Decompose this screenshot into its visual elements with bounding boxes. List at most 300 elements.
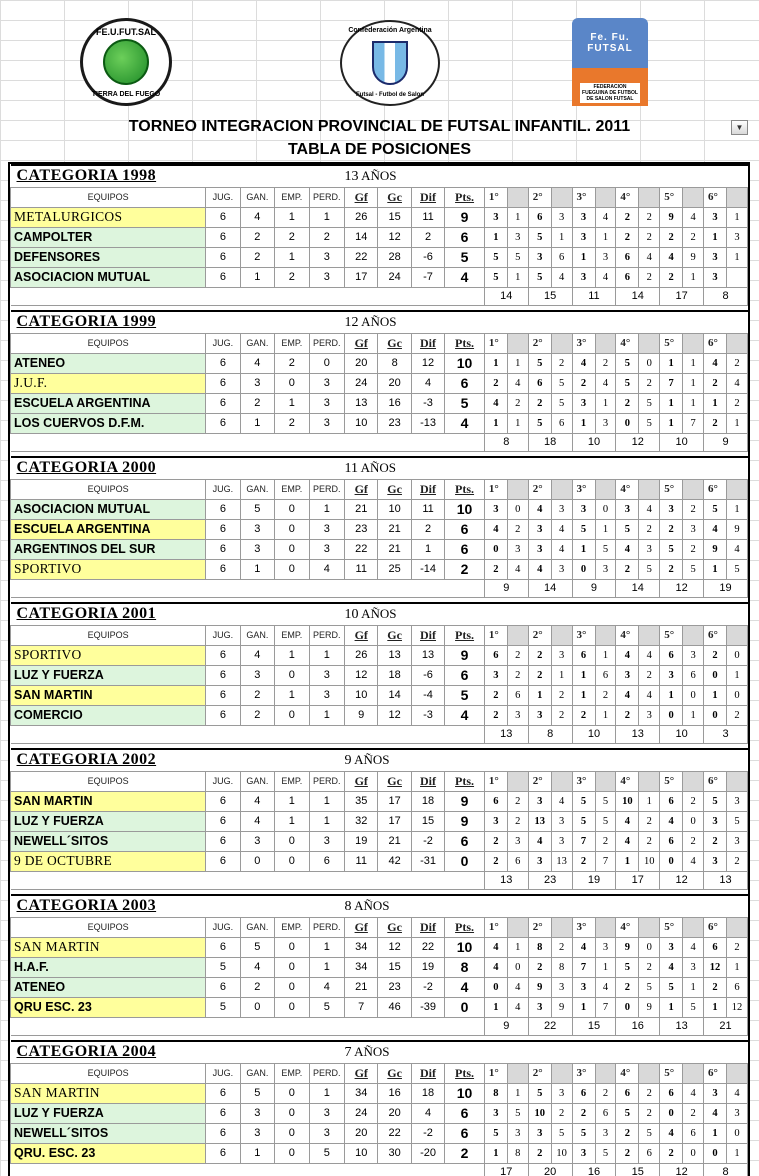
position-detail: 1 xyxy=(572,665,595,685)
position-detail: 4 xyxy=(616,539,639,559)
header-dif: Dif xyxy=(411,625,444,645)
position-detail: 3 xyxy=(572,207,595,227)
drawn: 0 xyxy=(275,957,309,977)
header-position-fill xyxy=(639,479,660,499)
position-detail: 4 xyxy=(484,519,507,539)
goal-diff: 1 xyxy=(411,539,444,559)
team-name: NEWELL´SITOS xyxy=(11,831,206,851)
played: 6 xyxy=(206,851,240,871)
position-detail: 3 xyxy=(595,247,616,267)
goals-against: 8 xyxy=(378,353,411,373)
header-position-fill xyxy=(595,479,616,499)
position-detail: 0 xyxy=(726,645,747,665)
category-name: CATEGORIA 2003 xyxy=(11,895,345,917)
position-detail: 3 xyxy=(726,227,747,247)
position-detail: 3 xyxy=(484,665,507,685)
header-emp: EMP. xyxy=(275,771,309,791)
team-row xyxy=(11,499,748,519)
position-detail: 1 xyxy=(704,393,727,413)
position-detail: 2 xyxy=(704,831,727,851)
position-detail: 13 xyxy=(551,851,572,871)
position-total: 9 xyxy=(572,579,616,597)
goal-diff: -14 xyxy=(411,559,444,579)
position-detail: 3 xyxy=(507,831,528,851)
position-detail: 3 xyxy=(551,559,572,579)
position-detail: 2 xyxy=(484,831,507,851)
position-detail: 3 xyxy=(507,539,528,559)
goal-diff: 15 xyxy=(411,811,444,831)
drawn: 0 xyxy=(275,937,309,957)
age-number: 12 xyxy=(344,314,359,330)
header-position: 6° xyxy=(704,625,727,645)
goals-for: 7 xyxy=(345,997,378,1017)
position-detail: 0 xyxy=(726,685,747,705)
position-detail: 2 xyxy=(683,1103,704,1123)
fe-fu-futsal-logo xyxy=(567,16,653,108)
position-detail: 1 xyxy=(572,247,595,267)
totals-row xyxy=(11,579,748,597)
lost: 1 xyxy=(309,705,345,725)
header-gan: GAN. xyxy=(240,771,274,791)
header-position: 1° xyxy=(484,625,507,645)
header-position: 3° xyxy=(572,625,595,645)
team-name: SAN MARTIN xyxy=(11,937,206,957)
position-detail: 1 xyxy=(726,413,747,433)
team-row xyxy=(11,645,748,665)
position-detail: 6 xyxy=(660,831,683,851)
header-position: 4° xyxy=(616,333,639,353)
won: 2 xyxy=(240,685,274,705)
position-total: 9 xyxy=(484,579,528,597)
position-detail: 4 xyxy=(484,937,507,957)
position-detail: 1 xyxy=(572,413,595,433)
position-detail: 0 xyxy=(726,1123,747,1143)
position-total: 14 xyxy=(484,287,528,305)
position-detail: 2 xyxy=(507,519,528,539)
position-total: 12 xyxy=(660,871,704,889)
lost: 1 xyxy=(309,957,345,977)
goals-for: 10 xyxy=(345,1143,378,1163)
position-detail: 1 xyxy=(595,645,616,665)
header-gan: GAN. xyxy=(240,625,274,645)
goal-diff: -7 xyxy=(411,267,444,287)
team-name: ATENEO xyxy=(11,353,206,373)
header-position-fill xyxy=(595,1063,616,1083)
position-detail: 4 xyxy=(616,811,639,831)
position-total: 13 xyxy=(704,871,748,889)
position-detail: 2 xyxy=(726,353,747,373)
age-number: 13 xyxy=(344,168,359,184)
position-detail: 1 xyxy=(726,957,747,977)
position-detail: 4 xyxy=(660,957,683,977)
header-position: 4° xyxy=(616,625,639,645)
position-detail: 0 xyxy=(616,413,639,433)
position-detail: 3 xyxy=(639,705,660,725)
played: 6 xyxy=(206,811,240,831)
points: 6 xyxy=(445,665,485,685)
header-position-fill xyxy=(551,479,572,499)
header-position: 3° xyxy=(572,917,595,937)
position-detail: 5 xyxy=(595,811,616,831)
goal-diff: -3 xyxy=(411,393,444,413)
blank-cell xyxy=(11,579,485,597)
goals-for: 10 xyxy=(345,413,378,433)
position-detail: 9 xyxy=(616,937,639,957)
played: 6 xyxy=(206,227,240,247)
header-position-fill xyxy=(595,917,616,937)
position-detail: 4 xyxy=(507,559,528,579)
position-total: 14 xyxy=(528,579,572,597)
won: 2 xyxy=(240,227,274,247)
position-detail: 0 xyxy=(683,1143,704,1163)
age-number: 9 xyxy=(344,752,352,768)
won: 4 xyxy=(240,957,274,977)
won: 1 xyxy=(240,559,274,579)
goals-against: 12 xyxy=(378,227,411,247)
category-age xyxy=(345,895,485,917)
position-total: 13 xyxy=(616,725,660,743)
goals-for: 34 xyxy=(345,1083,378,1103)
goals-for: 32 xyxy=(345,811,378,831)
lost: 3 xyxy=(309,665,345,685)
position-detail: 6 xyxy=(551,413,572,433)
header-position-fill xyxy=(595,333,616,353)
header-position: 5° xyxy=(660,771,683,791)
header-gc: Gc xyxy=(378,1063,411,1083)
position-detail: 2 xyxy=(484,705,507,725)
blank-cell xyxy=(484,749,747,771)
position-total: 10 xyxy=(660,725,704,743)
header-pts: Pts. xyxy=(445,333,485,353)
points: 4 xyxy=(445,413,485,433)
position-detail: 4 xyxy=(507,373,528,393)
header-position: 3° xyxy=(572,771,595,791)
lost: 1 xyxy=(309,1083,345,1103)
position-detail: 5 xyxy=(595,791,616,811)
position-detail: 5 xyxy=(528,227,551,247)
dropdown-arrow-icon[interactable]: ▼ xyxy=(731,120,748,135)
position-detail: 5 xyxy=(528,1083,551,1103)
position-detail: 5 xyxy=(660,977,683,997)
position-detail: 0 xyxy=(683,685,704,705)
position-detail: 1 xyxy=(595,393,616,413)
header-pts: Pts. xyxy=(445,1063,485,1083)
header-position: 1° xyxy=(484,1063,507,1083)
header-position-fill xyxy=(551,771,572,791)
position-total: 13 xyxy=(660,1017,704,1035)
header-position: 1° xyxy=(484,917,507,937)
position-detail: 9 xyxy=(683,247,704,267)
position-detail: 3 xyxy=(551,811,572,831)
goals-for: 21 xyxy=(345,977,378,997)
team-name: 9 DE OCTUBRE xyxy=(11,851,206,871)
position-detail: 6 xyxy=(572,1083,595,1103)
goals-for: 19 xyxy=(345,831,378,851)
team-row xyxy=(11,977,748,997)
column-header-row xyxy=(11,187,748,207)
position-detail: 5 xyxy=(639,1123,660,1143)
position-detail: 4 xyxy=(616,645,639,665)
goals-against: 20 xyxy=(378,373,411,393)
goals-against: 21 xyxy=(378,519,411,539)
goals-against: 21 xyxy=(378,831,411,851)
position-detail: 3 xyxy=(704,247,727,267)
position-detail: 3 xyxy=(726,1103,747,1123)
position-detail: 3 xyxy=(595,559,616,579)
position-total: 14 xyxy=(616,579,660,597)
position-detail: 2 xyxy=(639,227,660,247)
position-detail: 3 xyxy=(572,977,595,997)
position-detail: 4 xyxy=(595,267,616,287)
position-detail: 1 xyxy=(528,685,551,705)
header-gc: Gc xyxy=(378,625,411,645)
goals-for: 34 xyxy=(345,937,378,957)
header-emp: EMP. xyxy=(275,187,309,207)
position-detail: 2 xyxy=(572,373,595,393)
position-detail: 1 xyxy=(726,207,747,227)
logo-right-text-2: FUTSAL xyxy=(587,43,633,54)
points: 9 xyxy=(445,791,485,811)
goals-against: 46 xyxy=(378,997,411,1017)
position-detail: 2 xyxy=(704,373,727,393)
category-name: CATEGORIA 2004 xyxy=(11,1041,345,1063)
position-detail: 4 xyxy=(683,937,704,957)
header-pts: Pts. xyxy=(445,479,485,499)
header-position: 4° xyxy=(616,771,639,791)
lost: 3 xyxy=(309,413,345,433)
drawn: 1 xyxy=(275,207,309,227)
position-detail: 4 xyxy=(572,937,595,957)
goals-against: 23 xyxy=(378,413,411,433)
position-detail: 2 xyxy=(528,645,551,665)
position-detail: 2 xyxy=(639,957,660,977)
lost: 3 xyxy=(309,267,345,287)
age-number: 7 xyxy=(344,1044,352,1060)
position-detail: 2 xyxy=(616,1123,639,1143)
goal-diff: -13 xyxy=(411,413,444,433)
header-position-fill xyxy=(683,771,704,791)
position-detail: 6 xyxy=(726,977,747,997)
header-jug: JUG. xyxy=(206,1063,240,1083)
position-detail: 1 xyxy=(683,373,704,393)
drawn: 0 xyxy=(275,539,309,559)
position-detail: 2 xyxy=(639,1103,660,1123)
position-total: 10 xyxy=(572,433,616,451)
position-detail: 4 xyxy=(704,519,727,539)
logo-center-text-2: Futsal - Futbol de Salon xyxy=(356,92,424,98)
position-detail: 3 xyxy=(528,997,551,1017)
points: 10 xyxy=(445,499,485,519)
totals-row xyxy=(11,287,748,305)
played: 6 xyxy=(206,665,240,685)
goal-diff: -20 xyxy=(411,1143,444,1163)
position-detail: 5 xyxy=(595,539,616,559)
header-position-fill xyxy=(507,771,528,791)
position-detail: 7 xyxy=(660,373,683,393)
team-name: LOS CUERVOS D.F.M. xyxy=(11,413,206,433)
header-jug: JUG. xyxy=(206,917,240,937)
position-detail: 7 xyxy=(595,997,616,1017)
points: 2 xyxy=(445,559,485,579)
position-detail: 2 xyxy=(616,393,639,413)
points: 9 xyxy=(445,207,485,227)
position-detail: 5 xyxy=(616,353,639,373)
position-detail: 4 xyxy=(595,373,616,393)
goal-diff: -4 xyxy=(411,685,444,705)
header-dif: Dif xyxy=(411,479,444,499)
played: 6 xyxy=(206,519,240,539)
position-detail: 4 xyxy=(595,977,616,997)
header-gf: Gf xyxy=(345,771,378,791)
header-position-fill xyxy=(639,333,660,353)
column-header-row xyxy=(11,771,748,791)
position-detail: 3 xyxy=(726,791,747,811)
won: 3 xyxy=(240,831,274,851)
position-detail: 2 xyxy=(507,393,528,413)
header-perd: PERD. xyxy=(309,333,345,353)
position-detail: 7 xyxy=(572,831,595,851)
position-detail: 3 xyxy=(660,665,683,685)
position-total: 17 xyxy=(660,287,704,305)
goals-for: 9 xyxy=(345,705,378,725)
position-detail: 6 xyxy=(595,1103,616,1123)
position-detail: 5 xyxy=(572,1123,595,1143)
goal-diff: 2 xyxy=(411,227,444,247)
team-row xyxy=(11,937,748,957)
category-age xyxy=(345,311,485,333)
goals-for: 26 xyxy=(345,207,378,227)
goal-diff: -2 xyxy=(411,1123,444,1143)
position-detail: 1 xyxy=(704,997,727,1017)
points: 4 xyxy=(445,977,485,997)
team-name: COMERCIO xyxy=(11,705,206,725)
position-total: 10 xyxy=(660,433,704,451)
position-detail: 4 xyxy=(551,267,572,287)
position-detail: 6 xyxy=(683,665,704,685)
position-total: 22 xyxy=(528,1017,572,1035)
played: 6 xyxy=(206,353,240,373)
lost: 3 xyxy=(309,831,345,851)
position-detail: 2 xyxy=(639,1083,660,1103)
goals-for: 10 xyxy=(345,685,378,705)
won: 1 xyxy=(240,267,274,287)
drawn: 0 xyxy=(275,1143,309,1163)
team-row xyxy=(11,393,748,413)
category-name: CATEGORIA 1998 xyxy=(11,165,345,187)
lost: 3 xyxy=(309,1103,345,1123)
position-detail: 6 xyxy=(484,791,507,811)
played: 6 xyxy=(206,705,240,725)
position-detail: 5 xyxy=(484,1123,507,1143)
played: 6 xyxy=(206,373,240,393)
position-detail: 6 xyxy=(507,685,528,705)
played: 6 xyxy=(206,393,240,413)
fe-u-futsal-logo xyxy=(80,18,172,106)
header-position: 6° xyxy=(704,1063,727,1083)
header-gc: Gc xyxy=(378,479,411,499)
team-row xyxy=(11,957,748,977)
points: 8 xyxy=(445,957,485,977)
team-name: ESCUELA ARGENTINA xyxy=(11,519,206,539)
category-name: CATEGORIA 2002 xyxy=(11,749,345,771)
team-name: QRU. ESC. 23 xyxy=(11,1143,206,1163)
position-detail: 2 xyxy=(507,665,528,685)
header-jug: JUG. xyxy=(206,479,240,499)
position-detail: 2 xyxy=(528,393,551,413)
position-detail: 2 xyxy=(572,705,595,725)
position-detail: 5 xyxy=(616,519,639,539)
position-detail: 2 xyxy=(551,685,572,705)
points: 5 xyxy=(445,247,485,267)
position-detail: 5 xyxy=(639,559,660,579)
age-label: AÑOS xyxy=(361,167,397,183)
header-position: 4° xyxy=(616,187,639,207)
points: 0 xyxy=(445,997,485,1017)
header-emp: EMP. xyxy=(275,917,309,937)
drawn: 0 xyxy=(275,1083,309,1103)
position-detail: 1 xyxy=(660,685,683,705)
position-detail: 1 xyxy=(572,539,595,559)
position-total: 12 xyxy=(660,579,704,597)
position-detail: 3 xyxy=(572,1143,595,1163)
position-detail: 2 xyxy=(528,1143,551,1163)
header-position-fill xyxy=(507,625,528,645)
header-gan: GAN. xyxy=(240,917,274,937)
header-position-fill xyxy=(595,187,616,207)
position-detail: 0 xyxy=(572,559,595,579)
header-position: 5° xyxy=(660,625,683,645)
position-detail: 5 xyxy=(683,997,704,1017)
position-detail: 0 xyxy=(683,811,704,831)
header-position-fill xyxy=(639,1063,660,1083)
standings-grid xyxy=(10,164,748,1176)
won: 2 xyxy=(240,247,274,267)
position-detail: 3 xyxy=(507,1123,528,1143)
position-detail: 4 xyxy=(507,997,528,1017)
position-detail: 8 xyxy=(528,937,551,957)
position-detail: 1 xyxy=(683,393,704,413)
category-title-row xyxy=(11,603,748,625)
position-detail: 2 xyxy=(616,977,639,997)
position-detail: 0 xyxy=(484,539,507,559)
position-detail: 1 xyxy=(484,227,507,247)
position-detail: 2 xyxy=(726,705,747,725)
position-detail: 4 xyxy=(616,685,639,705)
header-position-fill xyxy=(683,479,704,499)
points: 6 xyxy=(445,227,485,247)
team-name: ATENEO xyxy=(11,977,206,997)
position-detail: 2 xyxy=(507,811,528,831)
header-perd: PERD. xyxy=(309,479,345,499)
position-detail: 9 xyxy=(639,997,660,1017)
position-detail: 3 xyxy=(551,1083,572,1103)
lost: 3 xyxy=(309,393,345,413)
position-detail: 2 xyxy=(639,267,660,287)
position-detail: 3 xyxy=(572,499,595,519)
position-detail: 5 xyxy=(528,413,551,433)
goals-against: 42 xyxy=(378,851,411,871)
played: 5 xyxy=(206,997,240,1017)
position-detail: 1 xyxy=(683,353,704,373)
played: 6 xyxy=(206,207,240,227)
position-total: 17 xyxy=(616,871,660,889)
header-position: 1° xyxy=(484,479,507,499)
position-total: 9 xyxy=(704,433,748,451)
goals-for: 11 xyxy=(345,559,378,579)
position-detail: 3 xyxy=(683,957,704,977)
drawn: 0 xyxy=(275,1103,309,1123)
logo-left-text-1: FE.U.FUT.SAL xyxy=(96,27,156,37)
